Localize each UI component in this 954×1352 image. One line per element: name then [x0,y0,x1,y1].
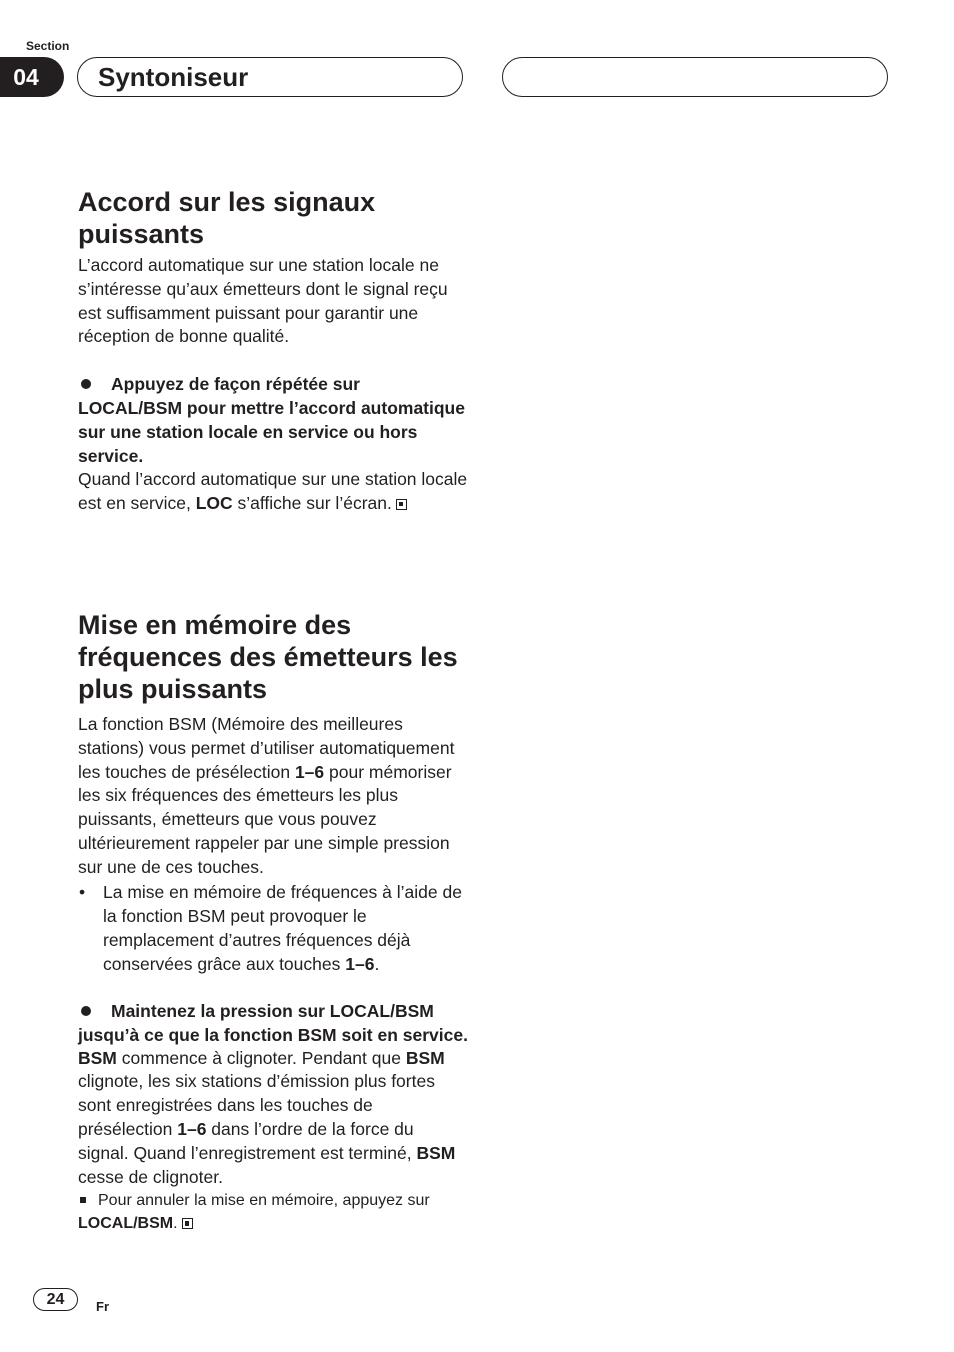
section-title-tab [77,57,463,97]
page-number: 24 [33,1288,78,1311]
section-title: Syntoniseur [98,62,249,92]
local-tuning-intro: L’accord automatique sur une station locale ne s’intéresse qu’aux émetteurs dont le signal reçu est suffisamment puissant pour garantir une réception de bonne qualité. [78,255,448,347]
bullet-icon: • [79,881,86,902]
section-bsm [78,609,468,1235]
instruction-bullet-icon [81,379,91,389]
local-tuning-result: Quand l’accord automatique sur une station locale est en service, LOC s’affiche sur l’écran. [78,469,468,513]
instruction-bullet-icon [81,1006,91,1016]
right-header-tab [502,57,888,97]
bsm-intro: La fonction BSM (Mémoire des meilleures stations) vous permet d’utiliser automatiquement les touches de présélection 1–6 pour mémoriser les six fréquences des émetteurs les plus puissants, émetteurs que vous pouvez ultérieurement rappeler par une simple pression sur une de ces touches. [78,714,455,877]
bsm-instruction: Maintenez la pression sur LOCAL/BSM jusqu’à ce que la fonction BSM soit en service. [78,1000,468,1045]
section-label: Section [26,39,70,53]
heading-local-tuning: Accord sur les signaux puissants [78,187,376,249]
end-mark-icon [182,1218,193,1229]
bsm-result: BSM commence à clignoter. Pendant que BSM clignote, les six stations d’émission plus fortes sont enregistrées dans les touches de présélection 1–6 dans l’ordre de la force du signal. Quand l’enregistrement est terminé, BSM cesse de clignoter. [78,1047,456,1187]
bsm-bullet-note: • La mise en mémoire de fréquences à l’aide de la fonction BSM peut provoquer le remplacement d’autres fréquences déjà conservées grâce aux touches 1–6. [79,881,462,974]
language-code: Fr [96,1299,109,1314]
end-mark-icon [396,499,407,510]
heading-bsm: Mise en mémoire des fréquences des émetteurs les plus puissants [78,610,458,704]
note-square-icon [80,1197,86,1203]
bsm-cancel-note: Pour annuler la mise en mémoire, appuyez sur LOCAL/BSM. [78,1192,430,1233]
section-number-badge: 04 [0,57,64,97]
local-tuning-instruction: Appuyez de façon répétée sur LOCAL/BSM pour mettre l’accord automatique sur une station locale en service ou hors service. [78,374,465,467]
section-local-tuning [78,186,468,516]
